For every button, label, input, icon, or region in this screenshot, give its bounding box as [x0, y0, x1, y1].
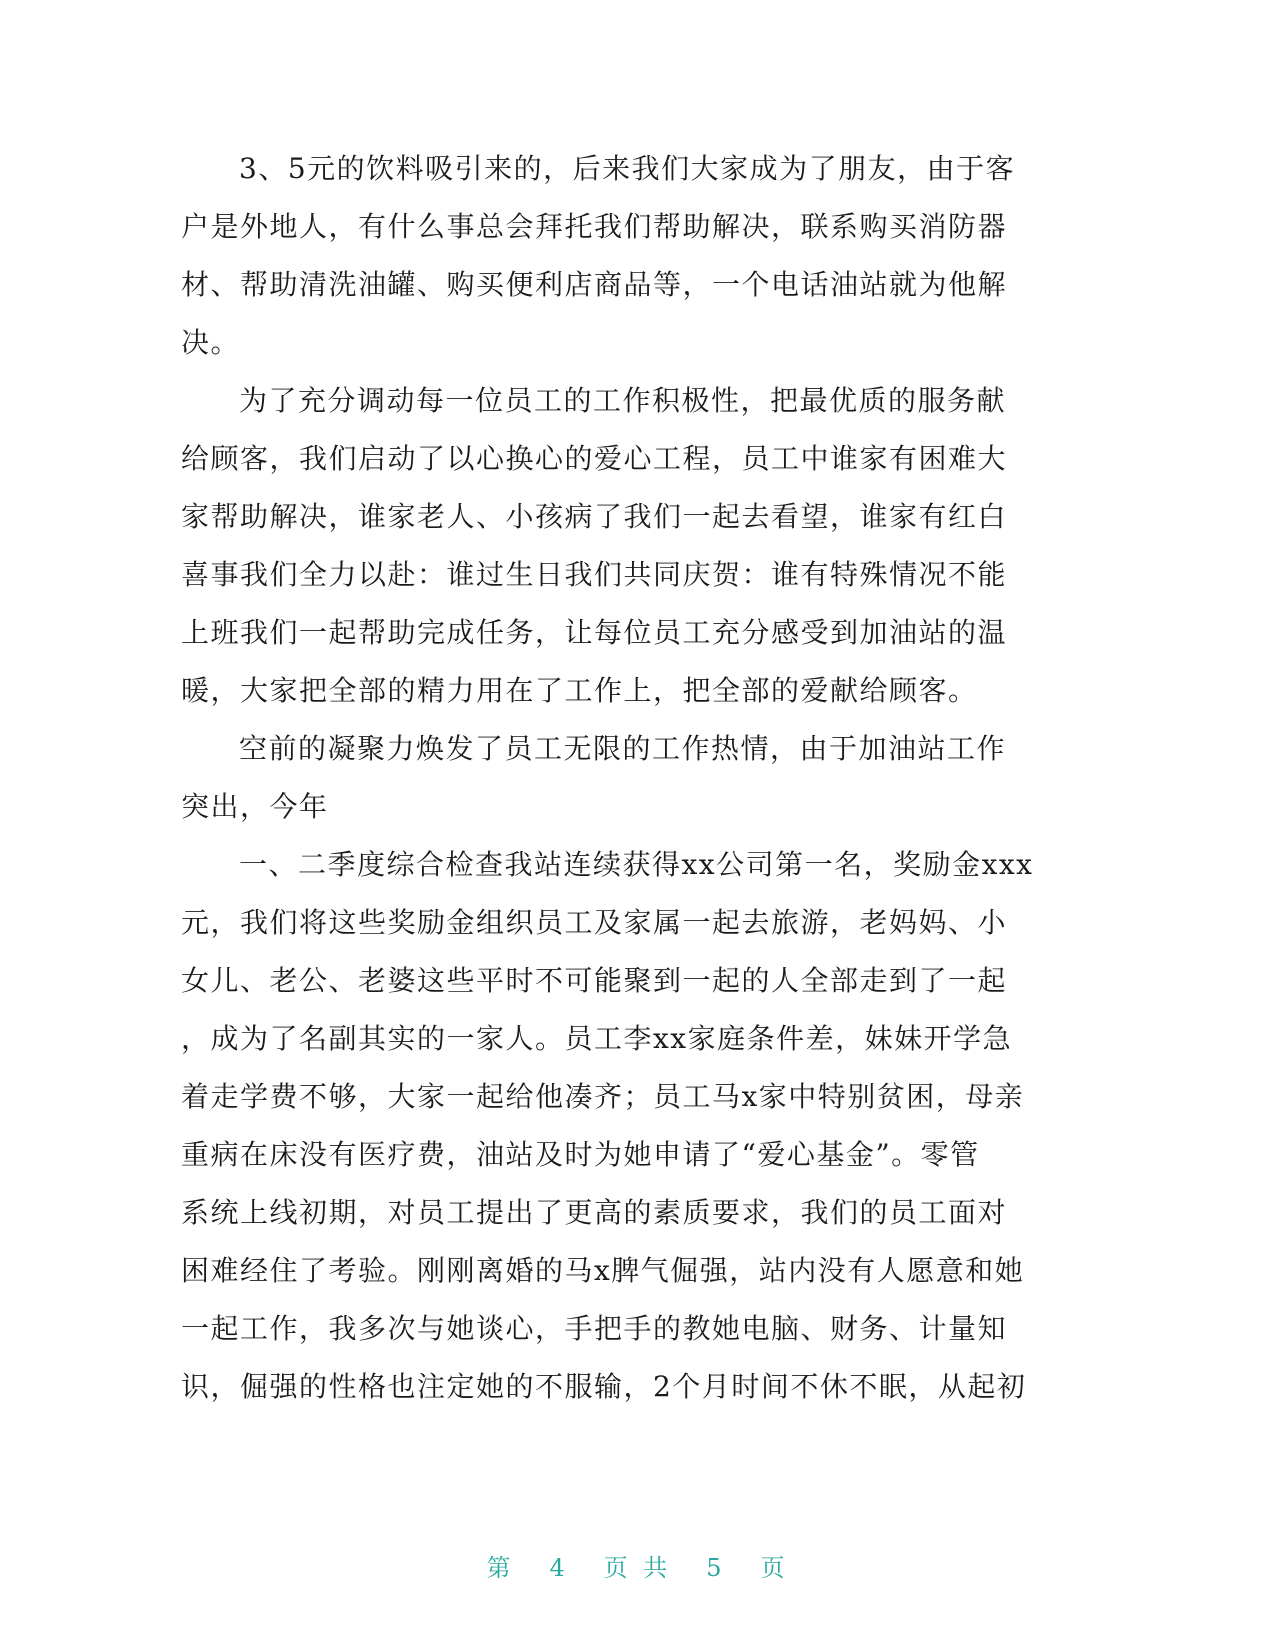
page-footer: [0, 1548, 1275, 1583]
text-line: 系统上线初期，对员工提出了更高的素质要求，我们的员工面对: [181, 1196, 1008, 1229]
text-line: 困难经住了考验。刚刚离婚的马x脾气倔强，站内没有人愿意和她: [181, 1254, 1025, 1287]
text-line: 上班我们一起帮助完成任务，让每位员工充分感受到加油站的温: [181, 616, 1008, 649]
text-line: 识，倔强的性格也注定她的不服输，2个月时间不休不眠，从起初: [181, 1370, 1027, 1403]
footer-prefix: 第: [486, 1554, 515, 1582]
footer-suffix: 页: [760, 1554, 789, 1582]
text-line: 突出，今年: [181, 790, 329, 823]
text-line: 决。: [181, 326, 241, 359]
text-line: 材、帮助清洗油罐、购买便利店商品等，一个电话油站就为他解: [181, 268, 1008, 301]
text-line: 户是外地人，有什么事总会拜托我们帮助解决，联系购买消防器: [181, 210, 1008, 243]
body-text: [181, 140, 1051, 1416]
text-line: 给顾客，我们启动了以心换心的爱心工程，员工中谁家有困难大: [181, 442, 1008, 475]
text-line: 空前的凝聚力焕发了员工无限的工作热情，由于加油站工作: [239, 732, 1007, 765]
footer-middle: 页 共: [603, 1554, 672, 1582]
text-line: 女儿、老公、老婆这些平时不可能聚到一起的人全部走到了一起: [181, 964, 1008, 997]
text-line: 元，我们将这些奖励金组织员工及家属一起去旅游，老妈妈、小: [181, 906, 1008, 939]
text-line: 暖，大家把全部的精力用在了工作上，把全部的爱献给顾客。: [181, 674, 978, 707]
footer-current-page: 4: [549, 1554, 569, 1582]
footer-total-pages: 5: [706, 1554, 726, 1582]
text-line: 喜事我们全力以赴：谁过生日我们共同庆贺：谁有特殊情况不能: [181, 558, 1008, 591]
text-line: 着走学费不够，大家一起给他凑齐；员工马x家中特别贫困，母亲: [181, 1080, 1025, 1113]
text-line: ，成为了名副其实的一家人。员工李xx家庭条件差，妹妹开学急: [181, 1022, 1013, 1055]
text-line: 一、二季度综合检查我站连续获得xx公司第一名，奖励金xxx: [239, 848, 1034, 881]
text-line: 家帮助解决，谁家老人、小孩病了我们一起去看望，谁家有红白: [181, 500, 1008, 533]
text-line: 一起工作，我多次与她谈心，手把手的教她电脑、财务、计量知: [181, 1312, 1008, 1345]
text-line: 为了充分调动每一位员工的工作积极性，把最优质的服务献: [239, 384, 1007, 417]
text-line: 3、5元的饮料吸引来的，后来我们大家成为了朋友，由于客: [239, 152, 1016, 185]
text-line: 重病在床没有医疗费，油站及时为她申请了“爱心基金”。零管: [181, 1138, 980, 1171]
